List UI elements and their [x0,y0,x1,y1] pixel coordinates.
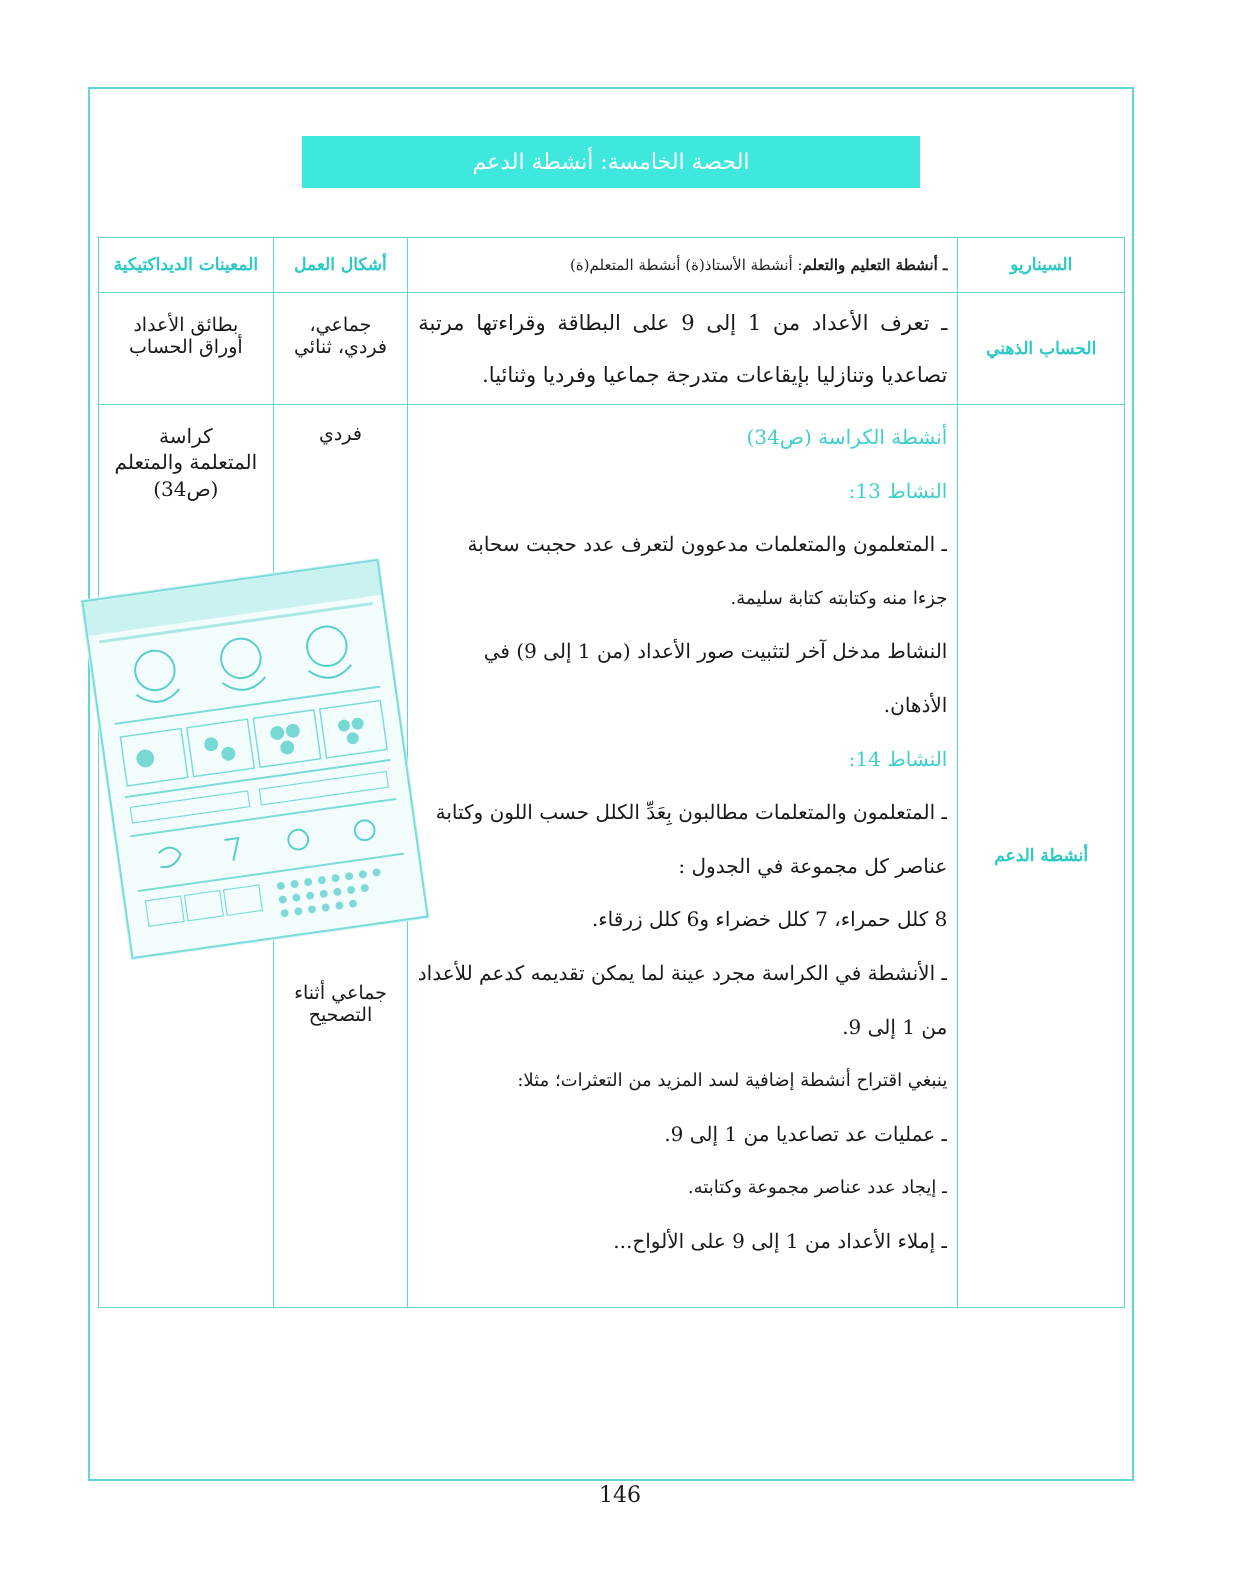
activity-line: من 1 إلى 9. [842,1014,948,1039]
forms-individual: فردي [319,423,362,445]
forms-mental-math [273,293,408,405]
workbook-page-thumbnail-icon [81,559,428,959]
aids-line: كراسة [159,424,213,448]
header-activities-sub: : أنشطة الأستاذ(ة) أنشطة المتعلم(ة) [569,256,803,274]
aids-line: المتعلمة والمتعلم [114,450,258,475]
header-activities-title: ـ أنشطة التعليم والتعلم [802,256,948,274]
activity-mental-math: ـ تعرف الأعداد من 1 إلى 9 على البطاقة وقراءتها مرتبة تصاعديا وتنازليا بإيقاعات متدرجة جماعيا وفرديا وثنائيا. [408,293,958,405]
activity-line: ـ إيجاد عدد عناصر مجموعة وكتابته. [687,1177,948,1199]
activity-line: ـ عمليات عد تصاعديا من 1 إلى 9. [664,1121,948,1146]
activity-line: النشاط مدخل آخر لتثبيت صور الأعداد (من 1 إلى 9) في [483,639,948,664]
activity-line: ـ الأنشطة في الكراسة مجرد عينة لما يمكن تقديمه كدعم للأعداد [418,960,948,985]
lesson-banner [302,136,920,188]
header-work-forms: أشكال العمل [273,238,408,293]
header-didactic-aids: المعينات الديداكتيكية [99,238,274,293]
workbook-page-image [84,561,427,957]
activity-line: أنشطة الكراسة (ص34) [746,425,948,449]
table-header-row [99,238,1125,293]
aids-line: بطائق الأعداد [133,314,239,336]
header-scenario: السيناريو [958,238,1125,293]
header-activities [408,238,958,293]
activity-line: النشاط 14: [848,746,948,771]
activity-line: 8 كلل حمراء، 7 كلل خضراء و6 كلل زرقاء. [591,907,948,932]
scenario-support: أنشطة الدعم [958,405,1125,1308]
forms-line: جماعي، [309,314,372,336]
aids-mental-math [99,293,274,405]
activity-line: الأذهان. [883,692,948,717]
activity-support [408,405,958,1308]
activity-line: ـ إملاء الأعداد من 1 إلى 9 على الألواح... [613,1228,948,1253]
forms-line: التصحيح [308,1003,373,1026]
forms-line: جماعي أثناء [294,982,387,1004]
scenario-mental-math: الحساب الذهني [958,293,1125,405]
lesson-title: الحصة الخامسة: أنشطة الدعم [472,149,750,175]
forms-group-correction [274,983,408,1027]
aids-line: (ص34) [153,476,219,501]
table-row [99,293,1125,405]
forms-line: فردي، ثنائي [293,335,387,358]
activity-line: ـ المتعلمون والمتعلمات مدعوون لتعرف عدد حجبت سحابة [467,532,948,557]
activity-line: جزءا منه وكتابته كتابة سليمة. [730,587,948,609]
activity-line: النشاط 13: [848,478,948,503]
aids-line: أوراق الحساب [129,335,243,358]
activity-line: ـ المتعلمون والمتعلمات مطالبون بِعَدِّ الكلل حسب اللون وكتابة [435,800,948,825]
page-number: 146 [599,1483,641,1508]
activity-line: عناصر كل مجموعة في الجدول : [678,853,948,878]
activity-line: ينبغي اقتراح أنشطة إضافية لسد المزيد من التعثرات؛ مثلا: [517,1070,948,1092]
